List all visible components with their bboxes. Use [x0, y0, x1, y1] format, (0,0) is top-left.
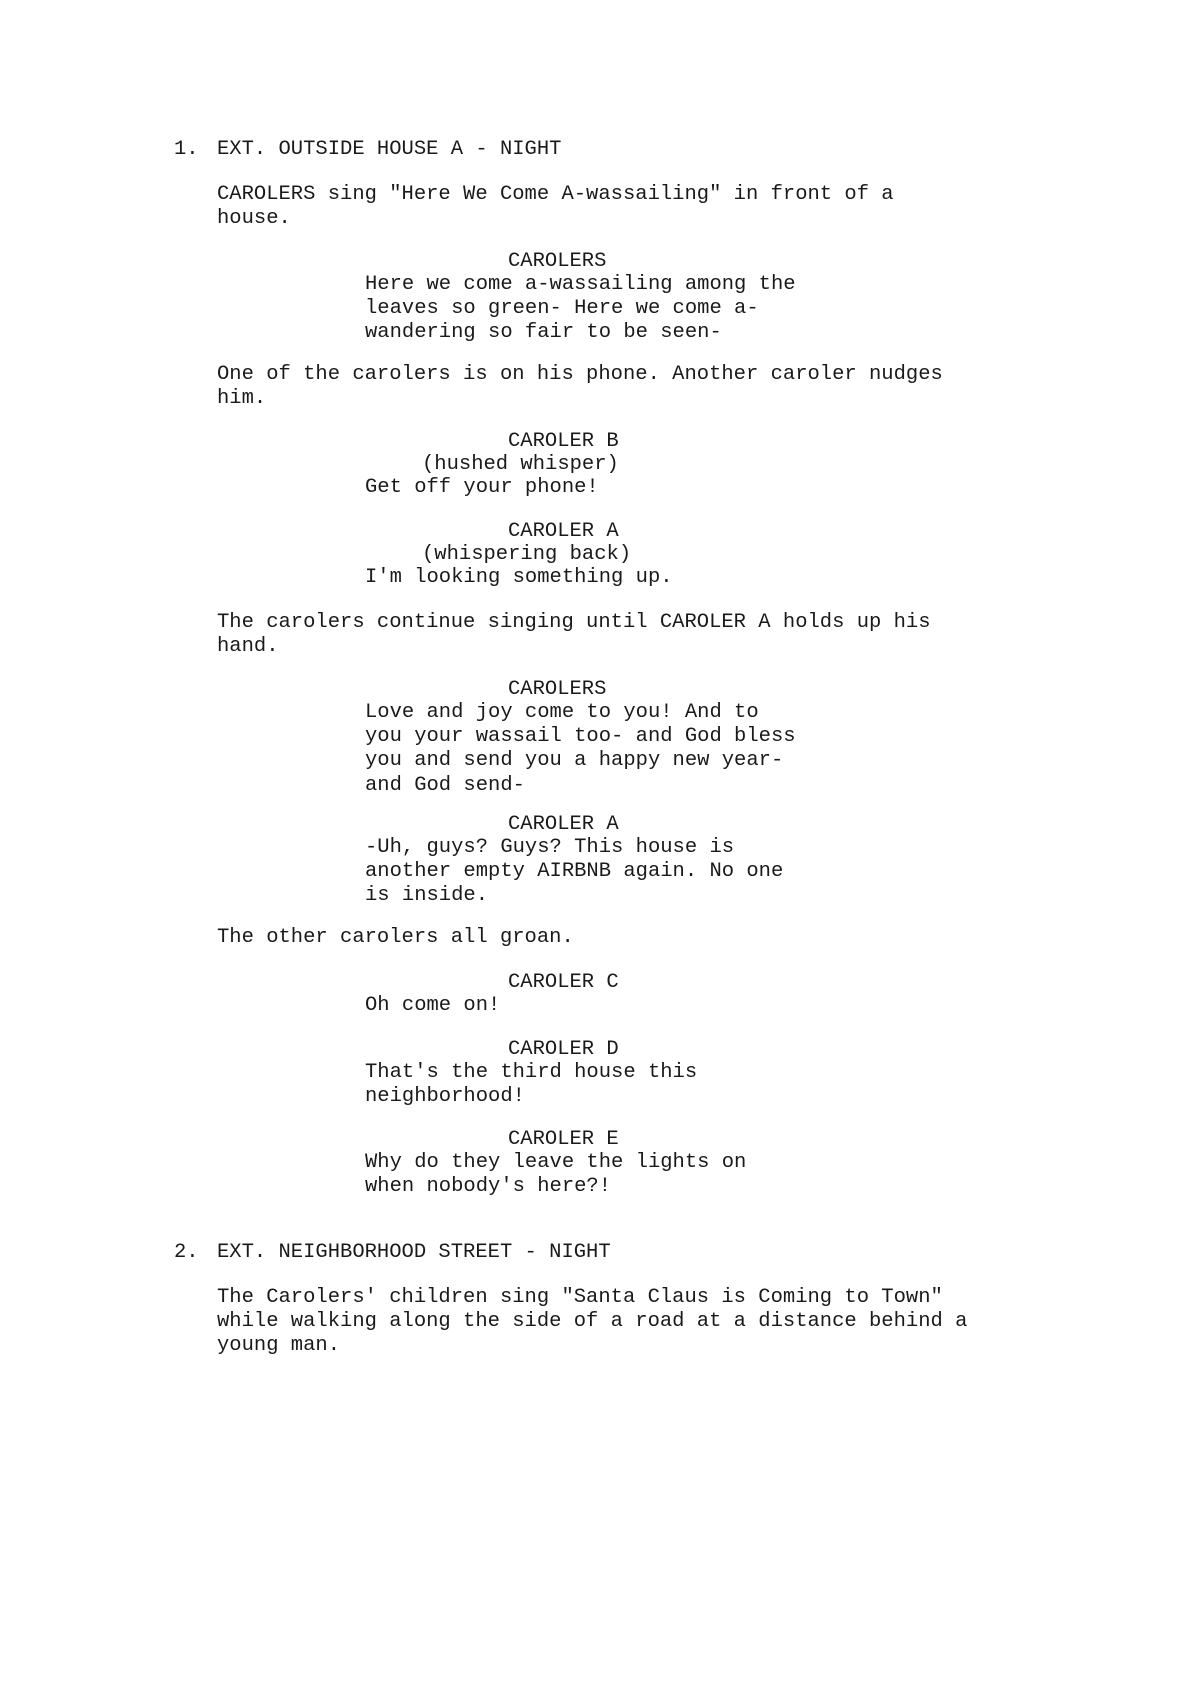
dialogue: -Uh, guys? Guys? This house is another empty AIRBNB again. No one is inside. [365, 836, 784, 908]
character-name: CAROLER A [508, 520, 619, 543]
action-line: CAROLERS sing "Here We Come A-wassailing" in front of a house. [217, 183, 894, 231]
character-name: CAROLERS [508, 678, 607, 701]
character-name: CAROLER A [508, 813, 619, 836]
character-name: CAROLER B [508, 430, 619, 453]
action-line: The other carolers all groan. [217, 926, 574, 949]
scene-heading: EXT. OUTSIDE HOUSE A - NIGHT [217, 138, 562, 161]
dialogue: Love and joy come to you! And to you your wassail too- and God bless you and send you a happy new year- and God send- [365, 701, 796, 797]
parenthetical: (hushed whisper) [422, 453, 619, 476]
action-line: The Carolers' children sing "Santa Claus is Coming to Town" while walking along the side of a road at a distance behind a young man. [217, 1286, 968, 1358]
dialogue: That's the third house this neighborhood! [365, 1061, 698, 1109]
scene-heading: EXT. NEIGHBORHOOD STREET - NIGHT [217, 1241, 611, 1264]
character-name: CAROLER E [508, 1128, 619, 1151]
scene-number: 1. [174, 138, 199, 161]
dialogue: Oh come on! [365, 994, 501, 1017]
action-line: The carolers continue singing until CAROLER A holds up his hand. [217, 611, 931, 659]
scene-number: 2. [174, 1241, 199, 1264]
dialogue: I'm looking something up. [365, 566, 673, 589]
dialogue: Why do they leave the lights on when nobody's here?! [365, 1151, 747, 1199]
character-name: CAROLER C [508, 971, 619, 994]
dialogue: Here we come a-wassailing among the leaves so green- Here we come a- wandering so fair to be seen- [365, 273, 796, 345]
action-line: One of the carolers is on his phone. Another caroler nudges him. [217, 363, 943, 411]
character-name: CAROLERS [508, 250, 607, 273]
dialogue: Get off your phone! [365, 476, 599, 499]
parenthetical: (whispering back) [422, 543, 632, 566]
character-name: CAROLER D [508, 1038, 619, 1061]
